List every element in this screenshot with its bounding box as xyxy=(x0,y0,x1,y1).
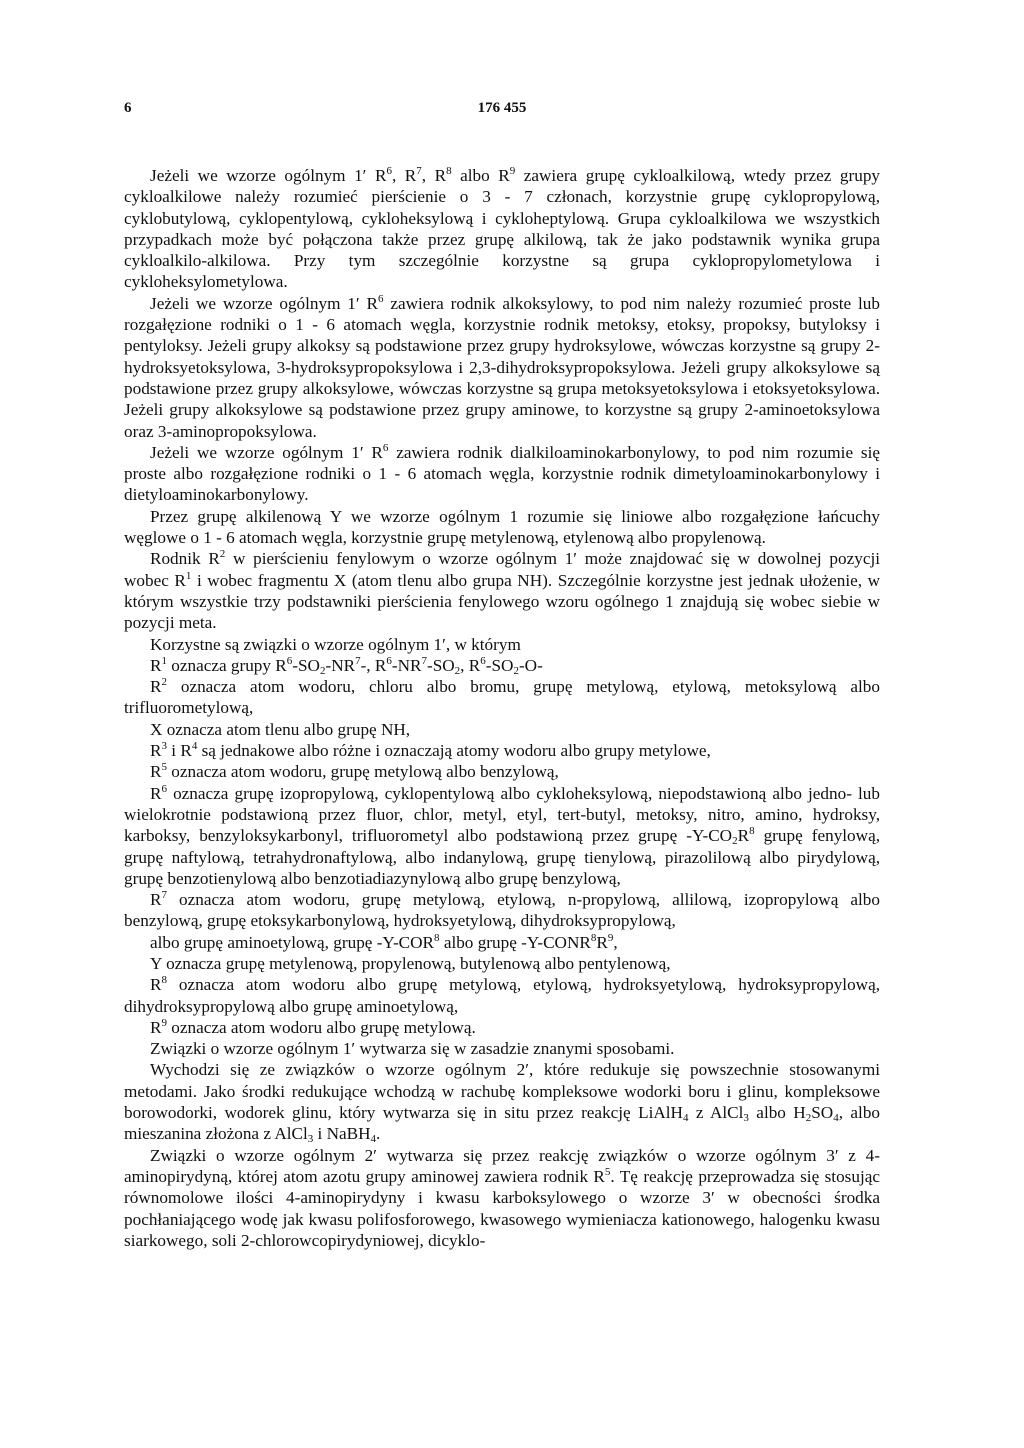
document-number: 176 455 xyxy=(477,100,527,116)
superscript: 5 xyxy=(604,1165,611,1178)
text-run: zawiera grupę cykloalkilową, wtedy przez grupy cykloalkilowe należy rozumieć pierścienie o 3 - 7 członach, korzystnie grupę cyklopropylową, cyklobutylową, cyklopentylową, cykloheksylową i cykloheptylową. Grupa cykloalkilowa we wszystkich przypadkach może być połączona także przez grupę alkilową, tak że jako podstawnik wynika grupa cykloalkilo-alkilowa. Przy tym szczególnie korzystne są grupa cyklopropylometylowa i cykloheksylometylowa. xyxy=(124,166,881,292)
definition-r3-r4 xyxy=(124,740,880,761)
definition-r6 xyxy=(124,783,880,889)
text-run: Korzystne są związki o wzorze ogólnym 1′, w którym xyxy=(150,634,521,654)
text-run: albo R xyxy=(451,166,510,185)
subscript: 4 xyxy=(682,1112,689,1125)
superscript: 1 xyxy=(161,654,167,667)
text-run: są jednakowe albo różne i oznaczają atomy wodoru albo grupy metylowe, xyxy=(197,741,711,761)
superscript: 4 xyxy=(191,740,198,753)
superscript: 3 xyxy=(161,740,167,753)
text-run: R xyxy=(150,975,162,995)
superscript: 9 xyxy=(509,165,516,177)
text-run: Rodnik R xyxy=(150,549,220,569)
text-run: i wobec fragmentu X (atom tlenu albo grupa NH). Szczególnie korzystne jest jednak ułożenie, w którym wszystkie trzy podstawniki pierścienia fenylowego wzoru ogólnego 1 znajdują się wobec siebie w pozycji meta. xyxy=(124,570,880,633)
paragraph-dialkylaminocarbonyl xyxy=(124,442,880,506)
text-run: oznacza atom wodoru, grupę metylową, etylową, n-propylową, allilową, izopropylową albo benzylową, grupę etoksykarbonylową, hydroksyetylową, dihydroksypropylową, xyxy=(124,890,880,931)
text-run: albo grupę -Y-CONR xyxy=(439,932,591,952)
subscript: 4 xyxy=(370,1133,377,1146)
text-run: R xyxy=(596,932,608,952)
text-run: -SO xyxy=(292,655,320,675)
text-run: Związki o wzorze ogólnym 2′ wytwarza się przez reakcję związków o wzorze ogólnym 3′ z 4-aminopirydyną, której atom azotu grupy aminowej zawiera rodnik R xyxy=(124,1145,880,1186)
text-run: . xyxy=(376,1124,381,1144)
superscript: 5 xyxy=(161,761,167,774)
text-run: R xyxy=(737,826,750,846)
superscript: 8 xyxy=(434,931,440,944)
subscript: 3 xyxy=(307,1133,314,1146)
text-run: -SO xyxy=(426,655,455,675)
text-run: -SO xyxy=(485,655,514,675)
superscript: 6 xyxy=(382,441,389,454)
text-run: oznacza atom wodoru albo grupę metylową. xyxy=(166,1017,476,1037)
page-header xyxy=(124,100,880,124)
text-run: , R xyxy=(391,166,417,185)
superscript: 8 xyxy=(446,165,452,177)
text-run: zawiera rodnik alkoksylowy, to pod nim należy rozumieć proste lub rozgałęzione rodniki o 1 - 6 atomach węgla, korzystnie rodnik metoksy, etoksy, propoksy, butyloksy i pentyloksy. Jeżeli grupy alkoksy są podstawione przez grupy hydroksylowe, wówczas korzystne są grupy 2-hydroksyetoksylowa, 3-hydroksypropoksylowa i 2,3-dihydroksypropoksylowa. Jeżeli grupy alkoksylowe są podstawione przez grupy alkoksylowe, wówczas korzystne są grupa metoksyetoksylowa i etoksyetoksylowa. Jeżeli grupy alkoksylowe są podstawione przez grupy aminowe, to korzystne są grupy 2-aminoetoksylowa oraz 3-aminopropoksylowa. xyxy=(124,293,880,441)
subscript: 3 xyxy=(743,1112,749,1125)
text-run: Jeżeli we wzorze ogólnym 1′ R xyxy=(150,442,383,462)
superscript: 2 xyxy=(161,676,167,689)
body-text xyxy=(124,165,880,1251)
text-run: oznacza grupy R xyxy=(166,655,287,675)
text-run: Jeżeli we wzorze ogólnym 1′ R xyxy=(150,293,378,313)
subscript: 4 xyxy=(833,1112,839,1125)
definition-r7 xyxy=(124,889,880,932)
paragraph-cycloalkyl xyxy=(124,165,880,293)
superscript: 2 xyxy=(219,548,226,561)
superscript: 9 xyxy=(607,931,614,944)
text-run: . Tę reakcję przeprowadza się stosując równomolowe ilości 4-aminopirydyny i kwasu karboksylowego o wzorze 3′ w obecności środka pochłaniającego wodę jak kwasu polifosforowego, kwasowego wymieniacza kationowego, halogenku kwasu siarkowego, soli 2-chlorowcopirydyniowej, dicyklo- xyxy=(124,1166,880,1250)
text-run: albo grupę aminoetylową, grupę -Y-COR xyxy=(150,932,435,952)
text-run: Przez grupę alkilenową Y we wzorze ogólnym 1 rozumie się liniowe albo rozgałęzione łańcuchy węglowe o 1 - 6 atomach węgla, korzystnie grupę metylenową, etylenową albo propylenową. xyxy=(124,506,880,548)
paragraph-preferred-intro xyxy=(124,634,880,655)
definition-r8 xyxy=(124,974,880,1017)
superscript: 7 xyxy=(416,165,422,177)
paragraph-alkylene-y xyxy=(124,506,880,549)
subscript: 2 xyxy=(805,1112,812,1125)
text-run: grupę fenylową, grupę naftylową, tetrahydronaftylową, albo indanylową, grupę tienylową, pirazolilową albo pirydylową, grupę benzotienylową albo benzotiadiazynylową albo grupę benzylową, xyxy=(124,826,880,888)
superscript: 8 xyxy=(749,825,755,838)
text-run: albo H xyxy=(748,1103,806,1123)
text-run: , albo mieszanina złożona z AlCl xyxy=(124,1103,881,1144)
paragraph-alkoxy xyxy=(124,293,880,442)
superscript: 6 xyxy=(377,292,384,305)
text-run: z AlCl xyxy=(688,1103,744,1123)
text-run: R xyxy=(150,783,162,803)
definition-r1 xyxy=(124,655,880,676)
paragraph-synthesis-intro xyxy=(124,1038,880,1059)
superscript: 1 xyxy=(185,569,192,582)
text-run: R xyxy=(150,677,162,697)
superscript: 6 xyxy=(386,165,392,177)
superscript: 7 xyxy=(161,889,167,902)
text-run: Związki o wzorze ogólnym 1′ wytwarza się w zasadzie znanymi sposobami. xyxy=(150,1039,675,1059)
text-run: -, R xyxy=(360,655,387,675)
text-run: Jeżeli we wzorze ogólnym 1′ R xyxy=(150,166,387,185)
text-run: , R xyxy=(421,166,447,185)
definition-r5 xyxy=(124,761,880,782)
text-run: R xyxy=(150,1017,162,1037)
definition-r2 xyxy=(124,676,880,719)
text-run: oznacza atom wodoru albo grupę metylową, etylową, hydroksyetylową, hydroksypropylową, dihydroksypropylową albo grupę aminoetylową, xyxy=(124,975,880,1016)
text-run: -NR xyxy=(391,655,422,675)
superscript: 6 xyxy=(286,654,293,667)
text-run: -O- xyxy=(518,655,543,675)
superscript: 6 xyxy=(480,654,486,667)
text-run: oznacza atom wodoru, chloru albo bromu, grupę metylową, etylową, metoksylową albo trifluorometylową, xyxy=(124,677,880,718)
paragraph-r2-position xyxy=(124,548,880,633)
text-run: w pierścieniu fenylowym o wzorze ogólnym 1′ może znajdować się w dowolnej pozycji wobec R xyxy=(124,549,881,590)
definition-r7-continued xyxy=(124,932,880,953)
superscript: 9 xyxy=(161,1016,167,1029)
text-run: Wychodzi się ze związków o wzorze ogólnym 2′, które redukuje się powszechnie stosowanymi metodami. Jako środki redukujące wchodzą w rachubę kompleksowe wodorki boru i glinu, kompleksowe borowodorki, wodorek glinu, który wytwarza się in situ przez reakcję LiAlH xyxy=(124,1060,880,1123)
subscript: 2 xyxy=(454,664,461,677)
text-run: X oznacza atom tlenu albo grupę NH, xyxy=(150,719,411,739)
subscript: 2 xyxy=(513,664,519,677)
text-run: i R xyxy=(166,741,192,761)
paragraph-reduction xyxy=(124,1059,880,1144)
text-run: zawiera rodnik dialkiloaminokarbonylowy, to pod nim rozumie się proste albo rozgałęzione rodniki o 1 - 6 atomach węgla, korzystnie rodnik dimetyloaminokarbonylowy i dietyloaminokarbonylowy. xyxy=(124,442,880,505)
subscript: 2 xyxy=(732,835,738,848)
text-run: i NaBH xyxy=(313,1124,371,1144)
superscript: 7 xyxy=(421,654,427,667)
superscript: 6 xyxy=(161,782,167,795)
subscript: 2 xyxy=(319,664,326,677)
superscript: 7 xyxy=(355,654,361,667)
page-number: 6 xyxy=(124,100,132,116)
text-run: oznacza atom wodoru, grupę metylową albo benzylową, xyxy=(166,762,559,782)
paragraph-aminopyridine-reaction xyxy=(124,1145,880,1251)
text-run: , xyxy=(613,932,618,952)
superscript: 8 xyxy=(590,931,597,944)
definition-r9 xyxy=(124,1017,880,1038)
text-run: R xyxy=(150,762,162,782)
text-run: R xyxy=(150,890,162,910)
text-run: oznacza grupę izopropylową, cyklopentylową albo cykloheksylową, niepodstawioną albo jedno- lub wielokrotnie podstawioną przez fluor, chlor, metyl, etyl, tert-butyl, metoksy, nitro, amino, hydroksy, karboksy, benzyloksykarbonyl, trifluorometyl albo podstawioną przez grupę -Y-CO xyxy=(124,783,880,846)
text-run: SO xyxy=(811,1103,834,1123)
text-run: , R xyxy=(460,655,481,675)
superscript: 6 xyxy=(386,654,392,667)
text-run: -NR xyxy=(325,655,356,675)
definition-y xyxy=(124,953,880,974)
superscript: 8 xyxy=(161,974,167,987)
definition-x xyxy=(124,719,880,740)
text-run: Y oznacza grupę metylenową, propylenową, butylenową albo pentylenową, xyxy=(150,953,671,973)
text-run: R xyxy=(150,741,162,761)
text-run: R xyxy=(150,655,162,675)
